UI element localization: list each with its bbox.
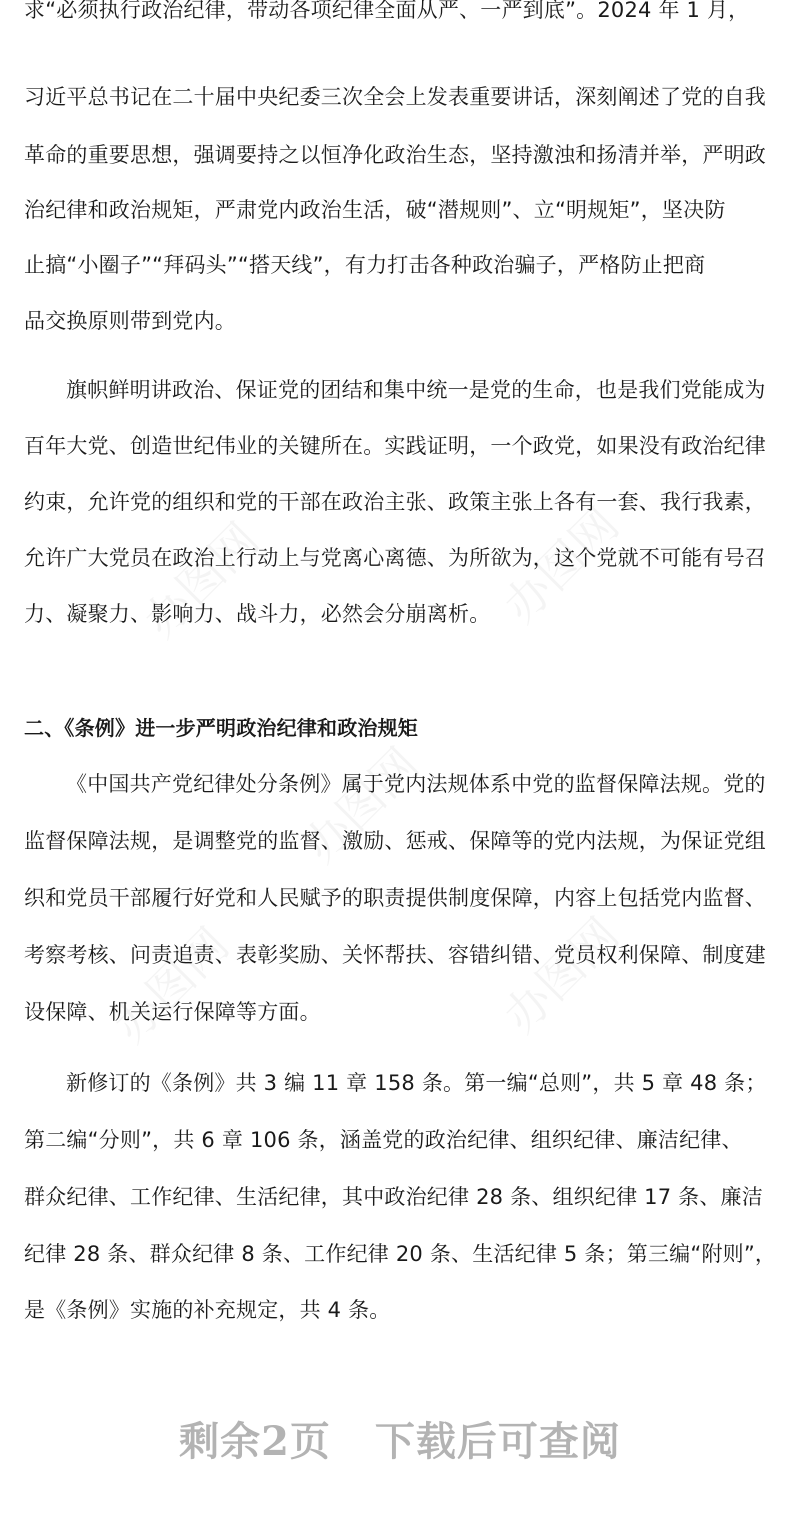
body-text-line: 群众纪律、工作纪律、生活纪律，其中政治纪律 28 条、组织纪律 17 条、廉洁 bbox=[24, 1185, 763, 1209]
body-text-line: 品交换原则带到党内。 bbox=[24, 309, 236, 333]
body-text-line: 监督保障法规，是调整党的监督、激励、惩戒、保障等的党内法规，为保证党组 bbox=[24, 829, 766, 853]
watermark bbox=[97, 911, 241, 1055]
section-heading: 二、《条例》进一步严明政治纪律和政治规矩 bbox=[24, 716, 418, 740]
download-to-view-text[interactable]: 下载后可查阅 bbox=[374, 1418, 621, 1465]
body-text-line: 第二编“分则”，共 6 章 106 条，涵盖党的政治纪律、组织纪律、廉洁纪律、 bbox=[24, 1128, 743, 1152]
body-text-line: 约束，允许党的组织和党的干部在政治主张、政策主张上各有一套、我行我素， bbox=[24, 490, 766, 514]
body-text-line: 治纪律和政治规矩，严肃党内政治生活，破“潜规则”、立“明规矩”，坚决防 bbox=[24, 198, 726, 222]
body-text-line: 允许广大党员在政治上行动上与党离心离德、为所欲为，这个党就不可能有号召 bbox=[24, 546, 766, 570]
body-text-line: 习近平总书记在二十届中央纪委三次全会上发表重要讲话，深刻阐述了党的自我 bbox=[24, 85, 766, 109]
body-text-line: 考察考核、问责追责、表彰奖励、关怀帮扶、容错纠错、党员权利保障、制度建 bbox=[24, 943, 766, 967]
body-text-line: 旗帜鲜明讲政治、保证党的团结和集中统一是党的生命，也是我们党能成为 bbox=[66, 378, 766, 402]
body-text-line: 革命的重要思想，强调要持之以恒净化政治生态，坚持激浊和扬清并举，严明政 bbox=[24, 143, 766, 167]
body-text-line: 《中国共产党纪律处分条例》属于党内法规体系中党的监督保障法规。党的 bbox=[66, 772, 766, 796]
body-text-line: 百年大党、创造世纪伟业的关键所在。实践证明，一个政党，如果没有政治纪律 bbox=[24, 434, 766, 458]
body-text-line: 织和党员干部履行好党和人民赋予的职责提供制度保障，内容上包括党内监督、 bbox=[24, 886, 766, 910]
remaining-pages-text: 剩余2页 bbox=[179, 1418, 331, 1465]
body-text-line: 止搞“小圈子”“拜码头”“搭天线”，有力打击各种政治骗子，严格防止把商 bbox=[24, 253, 706, 277]
body-text-line: 是《条例》实施的补充规定，共 4 条。 bbox=[24, 1298, 391, 1322]
body-text-line: 设保障、机关运行保障等方面。 bbox=[24, 1000, 321, 1024]
body-text-line: 求“必须执行政治纪律，带动各项纪律全面从严、一严到底”。2024 年 1 月， bbox=[24, 0, 750, 22]
body-text-line: 力、凝聚力、影响力、战斗力，必然会分崩离析。 bbox=[24, 602, 491, 626]
download-banner[interactable] bbox=[0, 1410, 800, 1467]
body-text-line: 纪律 28 条、群众纪律 8 条、工作纪律 20 条、生活纪律 5 条；第三编“附则”， bbox=[24, 1242, 776, 1266]
body-text-line: 新修订的《条例》共 3 编 11 章 158 条。第一编“总则”，共 5 章 48 条； bbox=[66, 1071, 767, 1095]
